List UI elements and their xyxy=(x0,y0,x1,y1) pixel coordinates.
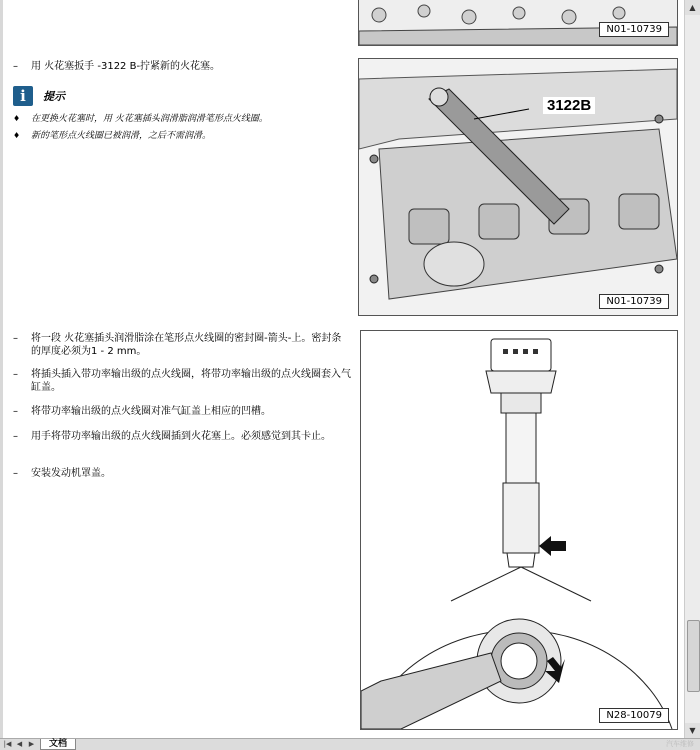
figure-label: N01-10739 xyxy=(599,22,669,37)
step-insert-coil xyxy=(13,368,351,394)
info-icon: i xyxy=(13,86,33,106)
step-press-coil xyxy=(13,430,351,443)
figure-label: N28-10079 xyxy=(599,708,669,723)
step-text: 将一段 火花塞插头润滑脂涂在笔形点火线圈的密封圈-箭头-上。密封条的厚度必须为1 - 2 mm。 xyxy=(31,333,342,357)
step-text: 将插头插入带功率输出级的点火线圈，将带功率输出级的点火线圈套入气缸盖。 xyxy=(31,369,351,393)
figure-wrench-engine xyxy=(358,58,678,316)
step-text: 将带功率输出级的点火线圈对准气缸盖上相应的凹槽。 xyxy=(31,406,271,417)
tab-prev-icon[interactable]: ◀ xyxy=(16,740,23,748)
step-dash: – xyxy=(13,333,18,344)
watermark: 汽车维修 xyxy=(666,740,694,748)
note-bullet xyxy=(13,113,268,125)
step-dash: – xyxy=(13,369,18,380)
figure-engine-top xyxy=(358,0,678,46)
step-text: 安装发动机罩盖。 xyxy=(31,468,111,479)
bottom-tab-bar xyxy=(0,738,700,750)
step-lubricate-seal xyxy=(13,332,351,358)
step-align-coil xyxy=(13,405,351,418)
step-dash: – xyxy=(13,431,18,442)
note-header xyxy=(13,86,65,106)
bullet-icon: ♦ xyxy=(13,131,21,140)
tab-document[interactable]: 文档 xyxy=(40,739,76,750)
scroll-down-icon[interactable]: ▼ xyxy=(685,723,700,738)
tab-first-icon[interactable]: |◀ xyxy=(3,740,12,748)
step-dash: – xyxy=(13,61,18,72)
step-dash: – xyxy=(13,468,18,479)
step-dash: – xyxy=(13,406,18,417)
step-install-cover xyxy=(13,467,351,480)
scroll-thumb[interactable] xyxy=(687,620,700,692)
step-tighten-spark-plug xyxy=(13,60,351,73)
step-text: 用手将带功率输出级的点火线圈插到火花塞上。必须感觉到其卡止。 xyxy=(31,431,331,442)
tool-label: 3122B xyxy=(543,97,595,114)
vertical-scrollbar[interactable] xyxy=(684,0,700,738)
note-bullet xyxy=(13,130,211,142)
note-bullet-text: 在更换火花塞时，用 火花塞插头润滑脂润滑笔形点火线圈。 xyxy=(31,114,268,124)
tab-next-icon[interactable]: ▶ xyxy=(28,740,35,748)
document-content xyxy=(3,0,685,738)
note-title: 提示 xyxy=(43,90,65,103)
scroll-up-icon[interactable]: ▲ xyxy=(685,0,700,15)
bullet-icon: ♦ xyxy=(13,114,21,123)
ignition-coil-illustration xyxy=(361,331,677,729)
step-text: 用 火花塞扳手 -3122 B-拧紧新的火花塞。 xyxy=(31,61,221,72)
engine-wrench-illustration xyxy=(359,59,677,315)
figure-ignition-coil xyxy=(360,330,678,730)
note-bullet-text: 新的笔形点火线圈已被润滑，之后不需润滑。 xyxy=(31,131,212,141)
figure-label: N01-10739 xyxy=(599,294,669,309)
